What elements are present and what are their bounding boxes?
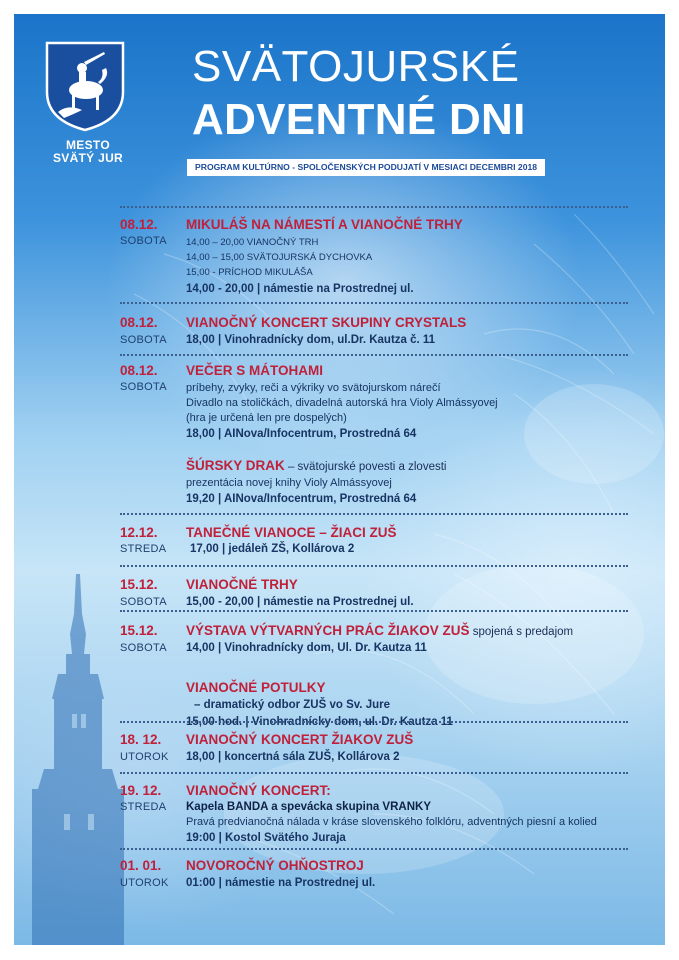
event-performers: Kapela BANDA a spevácka skupina VRANKY xyxy=(186,801,431,813)
divider xyxy=(120,513,628,515)
event-detail: (hra je určená len pre dospelých) xyxy=(186,412,347,424)
event-day: STREDA xyxy=(120,543,167,555)
town-name xyxy=(40,139,136,165)
event-day: STREDA xyxy=(120,801,167,813)
event-venue: 15,00 hod. | Vinohradnícky dom, ul. Dr. Kautza 11 xyxy=(186,716,453,728)
town-name-line1: MESTO xyxy=(66,138,110,152)
event-title: VEČER S MÁTOHAMI xyxy=(186,363,324,378)
poster xyxy=(14,14,665,945)
program-subtitle: PROGRAM KULTÚRNO - SPOLOČENSKÝCH PODUJATÍ V MESIACI DECEMBRI 2018 xyxy=(187,159,545,176)
event-venue: 14,00 - 20,00 | námestie na Prostrednej ul. xyxy=(186,283,414,295)
town-name-line2: SVÄTÝ JUR xyxy=(52,151,124,165)
divider xyxy=(120,565,628,567)
event-venue: 18,00 | koncertná sála ZUŠ, Kollárova 2 xyxy=(186,751,400,763)
event-venue: 18,00 | Vinohradnícky dom, ul.Dr. Kautza č. 11 xyxy=(186,334,436,346)
event-date: 01. 01. xyxy=(120,858,162,873)
event-title xyxy=(186,623,573,640)
event-detail: 15,00 - PRÍCHOD MIKULÁŠA xyxy=(186,267,313,278)
event-day: UTOROK xyxy=(120,751,169,763)
event-detail: 14,00 – 15,00 SVÄTOJURSKÁ DYCHOVKA xyxy=(186,252,373,263)
event-subtitle-rest: – svätojurské povesti a zlovesti xyxy=(284,461,447,473)
event-title-rest: spojená s predajom xyxy=(469,626,574,638)
event-subtitle xyxy=(186,458,446,475)
event-day: SOBOTA xyxy=(120,235,167,247)
event-venue: 15,00 - 20,00 | námestie na Prostrednej ul. xyxy=(186,596,414,608)
event-title: MIKULÁŠ NA NÁMESTÍ A VIANOČNÉ TRHY xyxy=(186,217,463,232)
event-detail: príbehy, zvyky, reči a výkriky vo svätojurskom nárečí xyxy=(186,382,441,394)
main-title-line2: ADVENTNÉ DNI xyxy=(192,95,526,144)
event-venue: 14,00 | Vinohradnícky dom, Ul. Dr. Kautza 11 xyxy=(186,642,427,654)
event-detail: Divadlo na stoličkách, divadelná autorská hra Violy Almássyovej xyxy=(186,397,498,409)
event-venue: 17,00 | jedáleň ZŠ, Kollárova 2 xyxy=(190,543,355,555)
event-title: VIANOČNÝ KONCERT ŽIAKOV ZUŠ xyxy=(186,732,414,747)
event-detail: – dramatický odbor ZUŠ vo Sv. Jure xyxy=(194,699,390,711)
divider xyxy=(120,610,628,612)
event-title: VIANOČNÉ TRHY xyxy=(186,577,298,592)
divider xyxy=(120,206,628,208)
event-date: 15.12. xyxy=(120,577,158,592)
event-date: 18. 12. xyxy=(120,732,162,747)
event-date: 15.12. xyxy=(120,623,158,638)
event-detail: 14,00 – 20,00 VIANOČNÝ TRH xyxy=(186,237,319,248)
event-title: TANEČNÉ VIANOCE – ŽIACI ZUŠ xyxy=(186,525,397,540)
divider xyxy=(120,354,628,356)
event-date: 19. 12. xyxy=(120,783,162,798)
event-day: UTOROK xyxy=(120,877,169,889)
event-title-main: VÝSTAVA VÝTVARNÝCH PRÁC ŽIAKOV ZUŠ xyxy=(186,623,470,638)
event-day: SOBOTA xyxy=(120,334,167,346)
event-day: SOBOTA xyxy=(120,642,167,654)
event-subtitle-name: ŠÚRSKY DRAK xyxy=(186,458,285,473)
main-title-line1: SVÄTOJURSKÉ xyxy=(192,42,520,91)
event-date: 08.12. xyxy=(120,315,158,330)
event-venue: 19,20 | AINova/Infocentrum, Prostredná 64 xyxy=(186,493,417,505)
divider xyxy=(120,772,628,774)
divider xyxy=(120,302,628,304)
event-title: VIANOČNÝ KONCERT: xyxy=(186,783,331,798)
event-venue: 19:00 | Kostol Svätého Juraja xyxy=(186,832,346,844)
event-date: 08.12. xyxy=(120,217,158,232)
event-title: NOVOROČNÝ OHŇOSTROJ xyxy=(186,858,364,873)
event-detail: Pravá predvianočná nálada v kráse slovenského folklóru, adventných piesní a kolied xyxy=(186,816,597,828)
coat-of-arms-icon xyxy=(44,40,126,132)
divider xyxy=(120,721,628,723)
divider xyxy=(120,848,628,850)
event-detail: prezentácia novej knihy Violy Almássyovej xyxy=(186,477,392,489)
event-subtitle: VIANOČNÉ POTULKY xyxy=(186,680,326,695)
event-date: 12.12. xyxy=(120,525,158,540)
event-date: 08.12. xyxy=(120,363,158,378)
event-venue: 01:00 | námestie na Prostrednej ul. xyxy=(186,877,376,889)
event-day: SOBOTA xyxy=(120,381,167,393)
event-venue: 18,00 | AINova/Infocentrum, Prostredná 64 xyxy=(186,428,417,440)
event-title: VIANOČNÝ KONCERT SKUPINY CRYSTALS xyxy=(186,315,467,330)
event-day: SOBOTA xyxy=(120,596,167,608)
